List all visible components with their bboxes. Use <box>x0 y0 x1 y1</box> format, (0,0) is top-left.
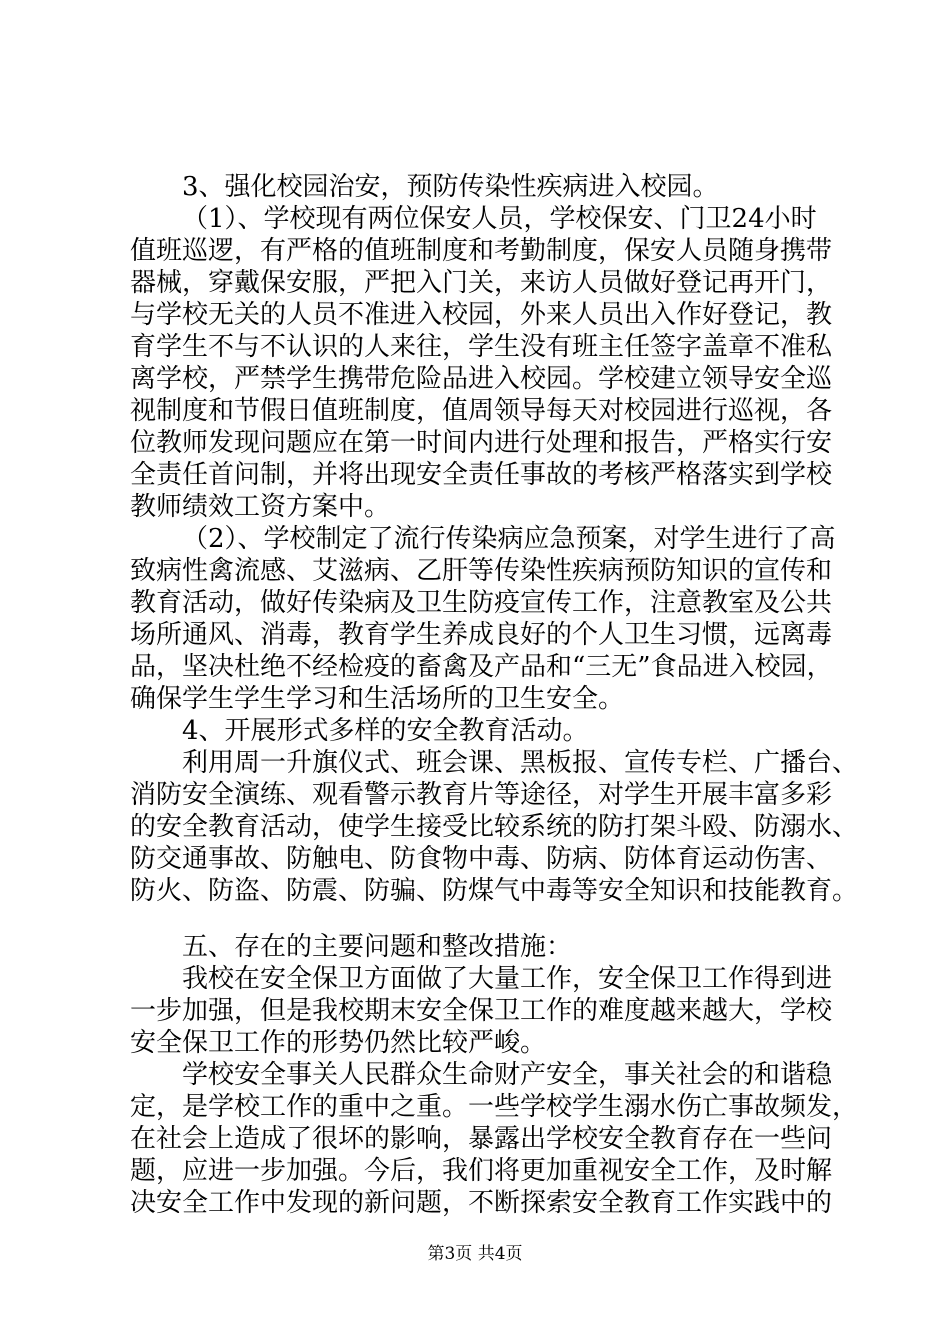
text-line: 消防安全演练、观看警示教育片等途径，对学生开展丰富多彩 <box>130 780 833 810</box>
text-line: 致病性禽流感、艾滋病、乙肝等传染性疾病预防知识的宣传和 <box>130 556 833 586</box>
text-line: 防交通事故、防触电、防食物中毒、防病、防体育运动伤害、 <box>130 844 833 874</box>
page-footer: 第3页 共4页 <box>427 1244 523 1264</box>
text-line: 决安全工作中发现的新问题，不断探索安全教育工作实践中的 <box>130 1188 833 1218</box>
text-line: 题，应进一步加强。今后，我们将更加重视安全工作，及时解 <box>130 1156 833 1186</box>
text-line: 位教师发现问题应在第一时间内进行处理和报告，严格实行安 <box>130 428 833 458</box>
text-line: 器械，穿戴保安服，严把入门关，来访人员做好登记再开门， <box>130 268 833 298</box>
text-line: 一步加强，但是我校期末安全保卫工作的难度越来越大，学校 <box>130 996 833 1026</box>
text-line: 4、开展形式多样的安全教育活动。 <box>182 716 589 746</box>
text-line: 场所通风、消毒，教育学生养成良好的个人卫生习惯，远离毒 <box>130 620 833 650</box>
text-line: 教师绩效工资方案中。 <box>130 492 391 522</box>
text-line: （2）、学校制定了流行传染病应急预案，对学生进行了高 <box>182 524 836 554</box>
text-line: 我校在安全保卫方面做了大量工作，安全保卫工作得到进 <box>182 964 833 994</box>
text-line: 的安全教育活动，使学生接受比较系统的防打架斗殴、防溺水、 <box>130 812 859 842</box>
text-line: 3、强化校园治安，预防传染性疾病进入校园。 <box>182 172 719 202</box>
text-line: 在社会上造成了很坏的影响，暴露出学校安全教育存在一些问 <box>130 1124 833 1154</box>
text-line: 学校安全事关人民群众生命财产安全，事关社会的和谐稳 <box>182 1060 833 1090</box>
text-line: 育学生不与不认识的人来往，学生没有班主任签字盖章不准私 <box>130 332 833 362</box>
text-line: 利用周一升旗仪式、班会课、黑板报、宣传专栏、广播台、 <box>182 748 859 778</box>
text-line: （1）、学校现有两位保安人员，学校保安、门卫24小时 <box>182 204 817 234</box>
text-line: 定，是学校工作的重中之重。一些学校学生溺水伤亡事故频发， <box>130 1092 859 1122</box>
text-line: 值班巡逻，有严格的值班制度和考勤制度，保安人员随身携带 <box>130 236 833 266</box>
text-line: 离学校，严禁学生携带危险品进入校园。学校建立领导安全巡 <box>130 364 833 394</box>
text-line: 教育活动，做好传染病及卫生防疫宣传工作，注意教室及公共 <box>130 588 833 618</box>
section-heading: 五、存在的主要问题和整改措施： <box>182 932 573 962</box>
text-line: 与学校无关的人员不准进入校园，外来人员出入作好登记，教 <box>130 300 833 330</box>
text-line: 安全保卫工作的形势仍然比较严峻。 <box>130 1028 547 1058</box>
text-line: 视制度和节假日值班制度，值周领导每天对校园进行巡视，各 <box>130 396 833 426</box>
text-line: 防火、防盗、防震、防骗、防煤气中毒等安全知识和技能教育。 <box>130 876 859 906</box>
text-line: 确保学生学生学习和生活场所的卫生安全。 <box>130 684 625 714</box>
text-line: 全责任首问制，并将出现安全责任事故的考核严格落实到学校 <box>130 460 833 490</box>
text-line: 品，坚决杜绝不经检疫的畜禽及产品和“三无”食品进入校园， <box>130 652 833 682</box>
